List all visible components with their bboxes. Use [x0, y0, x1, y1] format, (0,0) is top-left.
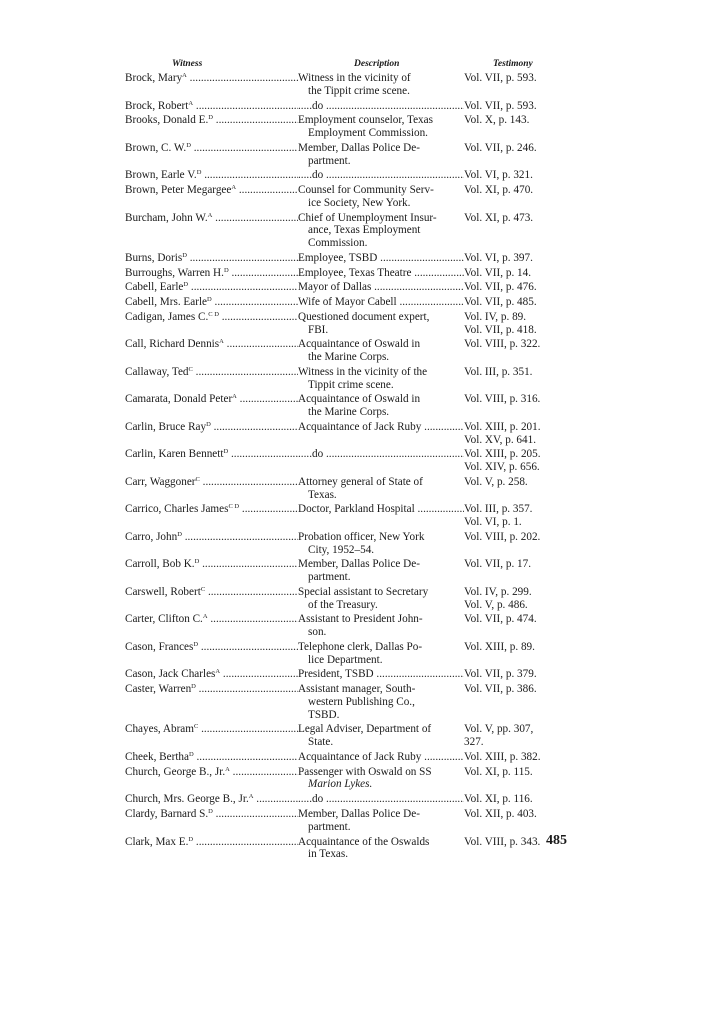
witness-name: [125, 476, 298, 489]
witness-row: [125, 366, 570, 391]
witness-footnote-mark: D: [223, 448, 229, 456]
description-line: Telephone clerk, Dallas Po-: [298, 640, 423, 653]
testimony-reference: Vol. VII, p. 14.: [464, 266, 532, 279]
witness-name-text: Carter, Clifton C.: [125, 613, 203, 626]
witness-name: [125, 531, 298, 544]
witness-description: [298, 366, 464, 391]
testimony-reference: Vol. III, p. 357.: [464, 503, 533, 516]
witness-description: [298, 808, 464, 833]
testimony-reference: Vol. VI, p. 1.: [464, 516, 522, 529]
description-line: Legal Adviser, Department of: [298, 723, 432, 736]
description-line: .....do .....: [298, 169, 456, 182]
testimony-reference: 327.: [464, 736, 484, 749]
witness-description: [298, 751, 464, 764]
witness-name-text: Cason, Frances: [125, 640, 194, 653]
witness-name: [125, 72, 298, 85]
witness-description: [298, 558, 464, 583]
witness-row: [125, 281, 570, 294]
description-line: Mayor of Dallas .....: [298, 281, 456, 294]
witness-row: [125, 72, 570, 97]
testimony-reference: Vol. VII, p. 386.: [464, 683, 537, 696]
witness-footnote-mark: A: [215, 668, 221, 676]
witness-description: [298, 252, 464, 265]
witness-name-text: Burns, Doris: [125, 251, 183, 264]
testimony-reference: Vol. VII, p. 485.: [464, 296, 537, 309]
witness-name: [125, 267, 298, 280]
witness-name: [125, 751, 298, 764]
witness-row: [125, 142, 570, 167]
witness-description: [298, 212, 464, 250]
witness-footnote-mark: A: [231, 184, 237, 192]
witness-footnote-mark: D: [206, 420, 211, 428]
description-line: Marion Lykes.: [308, 778, 373, 791]
description-line: Texas.: [308, 488, 337, 501]
witness-footnote-mark: D: [207, 296, 212, 304]
witness-row: [125, 613, 570, 638]
witness-name-text: Church, Mrs. George B., Jr.: [125, 793, 249, 806]
witness-footnote-mark: C D: [208, 310, 219, 318]
witness-row: [125, 586, 570, 611]
witness-testimony: [464, 393, 564, 406]
witness-testimony: [464, 613, 564, 626]
witness-testimony: [464, 448, 564, 473]
testimony-reference: Vol. VIII, p. 343.: [464, 835, 541, 848]
witness-name: [125, 393, 298, 406]
witness-row: [125, 338, 570, 363]
witness-description: [298, 267, 464, 280]
witness-description: [298, 184, 464, 209]
witness-name-text: Cabell, Earle: [125, 281, 184, 294]
description-line: partment.: [308, 571, 351, 584]
testimony-reference: Vol. VI, p. 397.: [464, 251, 533, 264]
witness-row: [125, 311, 570, 336]
witness-footnote-mark: D: [183, 281, 189, 289]
witness-description: [298, 114, 464, 139]
witness-footnote-mark: D: [196, 169, 202, 177]
witness-testimony: [464, 311, 564, 336]
witness-name: [125, 613, 298, 626]
witness-name-text: Brock, Mary: [125, 72, 183, 84]
witness-description: [298, 613, 464, 638]
witness-name: [125, 668, 298, 681]
witness-row: [125, 114, 570, 139]
witness-description: [298, 296, 464, 309]
description-line: son.: [308, 626, 327, 639]
testimony-reference: Vol. VII, p. 476.: [464, 281, 537, 294]
testimony-reference: Vol. VII, p. 379.: [464, 668, 537, 681]
witness-description: [298, 100, 464, 113]
description-line: Assistant to President John-: [298, 613, 423, 626]
description-line: Acquaintance of Oswald in: [298, 338, 421, 351]
testimony-reference: Vol. VII, p. 418.: [464, 323, 537, 336]
witness-name-text: Cheek, Bertha: [125, 750, 189, 763]
witness-description: [298, 793, 464, 806]
page-number: 485: [546, 833, 567, 848]
testimony-reference: Vol. VII, p. 593.: [464, 99, 537, 112]
description-line: Acquaintance of the Oswalds: [298, 835, 430, 848]
witness-name-text: Caster, Warren: [125, 683, 192, 696]
witness-testimony: [464, 503, 564, 528]
witness-name: [125, 296, 298, 309]
description-line: Employee, Texas Theatre .....: [298, 267, 456, 280]
witness-name: [125, 836, 298, 849]
witness-testimony: [464, 338, 564, 351]
witness-testimony: [464, 808, 564, 821]
witness-footnote-mark: D: [182, 251, 187, 259]
witness-name-text: Brown, Peter Megargee: [125, 184, 232, 197]
description-line: Doctor, Parkland Hospital .....: [298, 503, 456, 516]
description-line: Employee, TSBD .....: [298, 252, 456, 265]
testimony-reference: Vol. XI, p. 473.: [464, 211, 534, 224]
testimony-reference: Vol. V, pp. 307,: [464, 723, 534, 736]
witness-row: [125, 668, 570, 681]
testimony-reference: Vol. V, p. 258.: [464, 475, 528, 488]
witness-row: [125, 252, 570, 265]
description-line: Employment counselor, Texas: [298, 114, 433, 127]
testimony-reference: Vol. XII, p. 403.: [464, 808, 537, 821]
description-line: of the Treasury.: [308, 598, 378, 611]
witness-name: [125, 184, 298, 197]
testimony-reference: Vol. XI, p. 115.: [464, 765, 533, 778]
description-line: Member, Dallas Police De-: [298, 141, 420, 154]
description-line: Employment Commission.: [308, 127, 428, 139]
witness-footnote-mark: A: [225, 765, 230, 773]
witness-footnote-mark: A: [202, 613, 208, 621]
witness-footnote-mark: D: [191, 683, 196, 691]
description-line: FBI.: [308, 323, 329, 336]
witness-footnote-mark: A: [182, 72, 187, 79]
witness-name: [125, 169, 298, 182]
description-line: Acquaintance of Jack Ruby .....: [298, 421, 456, 434]
testimony-reference: Vol. VII, p. 246.: [464, 141, 537, 154]
witness-footnote-mark: A: [219, 338, 224, 346]
witness-description: [298, 586, 464, 611]
witness-row: [125, 751, 570, 764]
witness-row: [125, 296, 570, 309]
description-line: Questioned document expert,: [298, 310, 430, 323]
witness-footnote-mark: D: [193, 640, 199, 648]
witness-name: [125, 766, 298, 779]
witness-row: [125, 267, 570, 280]
witness-testimony: [464, 766, 564, 779]
witness-description: [298, 311, 464, 336]
testimony-reference: Vol. XV, p. 641.: [464, 433, 537, 446]
witness-row: [125, 503, 570, 528]
witness-name: [125, 808, 298, 821]
testimony-reference: Vol. VII, p. 17.: [464, 558, 532, 571]
description-line: partment.: [308, 154, 351, 167]
description-line: in Texas.: [308, 848, 349, 861]
witness-footnote-mark: D: [208, 808, 213, 816]
witness-row: [125, 531, 570, 556]
witness-name: [125, 114, 298, 127]
witness-testimony: [464, 476, 564, 489]
witness-footnote-mark: C D: [228, 503, 240, 511]
witness-row: [125, 393, 570, 418]
testimony-reference: Vol. IV, p. 89.: [464, 310, 527, 323]
witness-testimony: [464, 100, 564, 113]
witness-description: [298, 421, 464, 434]
witness-description: [298, 476, 464, 501]
testimony-reference: Vol. XIV, p. 656.: [464, 461, 540, 474]
description-line: Member, Dallas Police De-: [298, 808, 420, 821]
description-line: Member, Dallas Police De-: [298, 558, 420, 571]
witness-testimony: [464, 252, 564, 265]
description-line: Passenger with Oswald on SS: [298, 765, 432, 778]
witness-name: [125, 723, 298, 736]
witness-name: [125, 503, 298, 516]
description-line: Chief of Unemployment Insur-: [298, 211, 437, 224]
witness-name-text: Carro, John: [125, 530, 178, 543]
witness-name-text: Callaway, Ted: [125, 365, 189, 378]
description-line: ance, Texas Employment: [308, 224, 421, 237]
witness-name-text: Chayes, Abram: [125, 723, 194, 736]
description-line: .....do .....: [298, 100, 456, 113]
witness-footnote-mark: C: [200, 585, 206, 593]
witness-testimony: [464, 267, 564, 280]
witness-name-text: Brooks, Donald E.: [125, 114, 209, 127]
witness-description: [298, 448, 464, 461]
witness-name-text: Carswell, Robert: [125, 585, 201, 598]
witness-description: [298, 393, 464, 418]
testimony-reference: Vol. V, p. 486.: [464, 598, 528, 611]
witness-name-text: Cadigan, James C.: [125, 310, 209, 323]
witness-footnote-mark: D: [208, 114, 213, 122]
witness-name-text: Carrico, Charles James: [125, 503, 229, 516]
witness-description: [298, 531, 464, 556]
witness-name-text: Burroughs, Warren H.: [125, 266, 224, 279]
witness-name: [125, 421, 298, 434]
testimony-reference: Vol. VII, p. 474.: [464, 613, 537, 626]
testimony-reference: Vol. III, p. 351.: [464, 365, 533, 378]
description-line: the Marine Corps.: [308, 406, 390, 419]
witness-testimony: [464, 296, 564, 309]
witness-name: [125, 366, 298, 379]
witness-name-text: Carlin, Bruce Ray: [125, 420, 207, 433]
witness-description: [298, 641, 464, 666]
witness-description: [298, 142, 464, 167]
witness-row: [125, 169, 570, 182]
witness-row: [125, 808, 570, 833]
description-line: Witness in the vicinity of the: [298, 365, 428, 378]
witness-row: [125, 641, 570, 666]
witness-description: [298, 766, 464, 791]
witness-description: [298, 683, 464, 721]
description-line: Counsel for Community Serv-: [298, 184, 434, 197]
witness-description: [298, 338, 464, 363]
witness-testimony: [464, 421, 564, 446]
witness-name-text: Brock, Robert: [125, 99, 189, 112]
witness-testimony: [464, 366, 564, 379]
witness-name-text: Church, George B., Jr.: [125, 765, 226, 778]
testimony-reference: Vol. VI, p. 321.: [464, 169, 533, 182]
testimony-reference: Vol. XIII, p. 89.: [464, 640, 535, 653]
witness-description: [298, 169, 464, 182]
witness-name-text: Carlin, Karen Bennett: [125, 448, 224, 461]
witness-name-text: Brown, C. W.: [125, 141, 187, 154]
testimony-reference: Vol. XI, p. 470.: [464, 184, 534, 197]
description-line: .....do .....: [298, 448, 456, 461]
witness-name: [125, 281, 298, 294]
description-line: the Marine Corps.: [308, 351, 390, 364]
witness-testimony: [464, 641, 564, 654]
witness-row: [125, 683, 570, 721]
witness-footnote-mark: C: [188, 365, 193, 373]
testimony-reference: Vol. IV, p. 299.: [464, 585, 532, 598]
witness-row: [125, 793, 570, 806]
witness-description: [298, 668, 464, 681]
description-line: Acquaintance of Jack Ruby .....: [298, 751, 456, 764]
description-line: ice Society, New York.: [308, 196, 411, 209]
witness-row: [125, 184, 570, 209]
description-line: Probation officer, New York: [298, 530, 425, 543]
witness-testimony: [464, 793, 564, 806]
description-line: Special assistant to Secretary: [298, 585, 429, 598]
witness-name: [125, 558, 298, 571]
witness-name: [125, 142, 298, 155]
witness-row: [125, 100, 570, 113]
witness-name: [125, 338, 298, 351]
witness-testimony: [464, 723, 564, 748]
column-header: [0, 59, 714, 73]
witness-row: [125, 212, 570, 250]
testimony-reference: Vol. XIII, p. 382.: [464, 750, 541, 763]
description-line: Tippit crime scene.: [308, 378, 394, 391]
witness-name-text: Call, Richard Dennis: [125, 338, 220, 351]
witness-name-text: Brown, Earle V.: [125, 169, 197, 182]
witness-testimony: [464, 212, 564, 225]
witness-name: [125, 252, 298, 265]
witness-testimony: [464, 558, 564, 571]
testimony-reference: Vol. VIII, p. 322.: [464, 338, 541, 351]
description-line: TSBD.: [308, 708, 340, 721]
witness-testimony: [464, 668, 564, 681]
witness-description: [298, 281, 464, 294]
description-line: Attorney general of State of: [298, 475, 423, 488]
description-line: Wife of Mayor Cabell .....: [298, 296, 456, 309]
witness-footnote-mark: D: [223, 266, 229, 274]
header-description: Description: [354, 59, 400, 69]
witness-name-text: Carroll, Bob K.: [125, 558, 195, 571]
header-testimony: Testimony: [493, 59, 533, 69]
witness-row: [125, 558, 570, 583]
witness-name: [125, 311, 298, 324]
testimony-reference: Vol. X, p. 143.: [464, 114, 530, 127]
witness-row: [125, 836, 570, 861]
witness-row: [125, 448, 570, 473]
description-line: Commission.: [308, 237, 368, 249]
witness-footnote-mark: D: [177, 530, 182, 538]
witness-footnote-mark: A: [207, 211, 213, 219]
witness-name: [125, 586, 298, 599]
witness-testimony: [464, 142, 564, 155]
witness-name: [125, 212, 298, 225]
witness-row: [125, 421, 570, 446]
witness-name-text: Cabell, Mrs. Earle: [125, 296, 208, 309]
witness-name: [125, 100, 298, 113]
description-line: lice Department.: [308, 653, 383, 666]
witness-footnote-mark: D: [194, 558, 200, 566]
witness-testimony: [464, 72, 564, 85]
header-witness: Witness: [172, 59, 203, 69]
witness-testimony: [464, 114, 564, 127]
witness-testimony: [464, 169, 564, 182]
description-line: Acquaintance of Oswald in: [298, 393, 421, 406]
witness-description: [298, 723, 464, 748]
description-line: City, 1952–54.: [308, 543, 375, 556]
witness-testimony: [464, 586, 564, 611]
description-line: President, TSBD .....: [298, 668, 456, 681]
witness-testimony: [464, 281, 564, 294]
witness-name-text: Cason, Jack Charles: [125, 668, 216, 681]
witness-name: [125, 448, 298, 461]
description-line: State.: [308, 736, 334, 749]
witness-row: [125, 723, 570, 748]
witness-description: [298, 503, 464, 516]
witness-testimony: [464, 751, 564, 764]
testimony-reference: Vol. VIII, p. 202.: [464, 530, 541, 543]
witness-testimony: [464, 531, 564, 544]
testimony-reference: Vol. XI, p. 116.: [464, 793, 533, 806]
witness-footnote-mark: A: [188, 99, 194, 107]
witness-name-text: Camarata, Donald Peter: [125, 393, 233, 406]
description-line: the Tippit crime scene.: [308, 84, 410, 97]
witness-testimony: [464, 184, 564, 197]
witness-testimony: [464, 683, 564, 696]
witness-row: [125, 766, 570, 791]
testimony-reference: Vol. VII, p. 593.: [464, 72, 537, 84]
description-line: partment.: [308, 820, 351, 833]
witness-name: [125, 683, 298, 696]
witness-footnote-mark: C: [193, 723, 199, 731]
witness-name: [125, 641, 298, 654]
witness-description: [298, 72, 464, 97]
witness-footnote-mark: D: [189, 750, 194, 758]
witness-description: [298, 836, 464, 861]
witness-name-text: Clardy, Barnard S.: [125, 808, 209, 821]
witness-list: [125, 72, 570, 863]
testimony-reference: Vol. XIII, p. 205.: [464, 448, 541, 461]
witness-footnote-mark: D: [188, 835, 194, 843]
witness-footnote-mark: A: [248, 793, 254, 801]
witness-name-text: Carr, Waggoner: [125, 475, 196, 488]
testimony-reference: Vol. VIII, p. 316.: [464, 393, 541, 406]
witness-name-text: Clark, Max E.: [125, 835, 189, 848]
witness-name-text: Burcham, John W.: [125, 211, 208, 224]
witness-row: [125, 476, 570, 501]
description-line: Witness in the vicinity of: [298, 72, 411, 84]
description-line: .....do .....: [298, 793, 456, 806]
description-line: western Publishing Co.,: [308, 695, 415, 708]
description-line: Assistant manager, South-: [298, 683, 416, 696]
witness-footnote-mark: D: [186, 141, 191, 149]
witness-footnote-mark: A: [232, 393, 237, 401]
witness-footnote-mark: C: [195, 475, 200, 483]
witness-name: [125, 793, 298, 806]
testimony-reference: Vol. XIII, p. 201.: [464, 420, 541, 433]
